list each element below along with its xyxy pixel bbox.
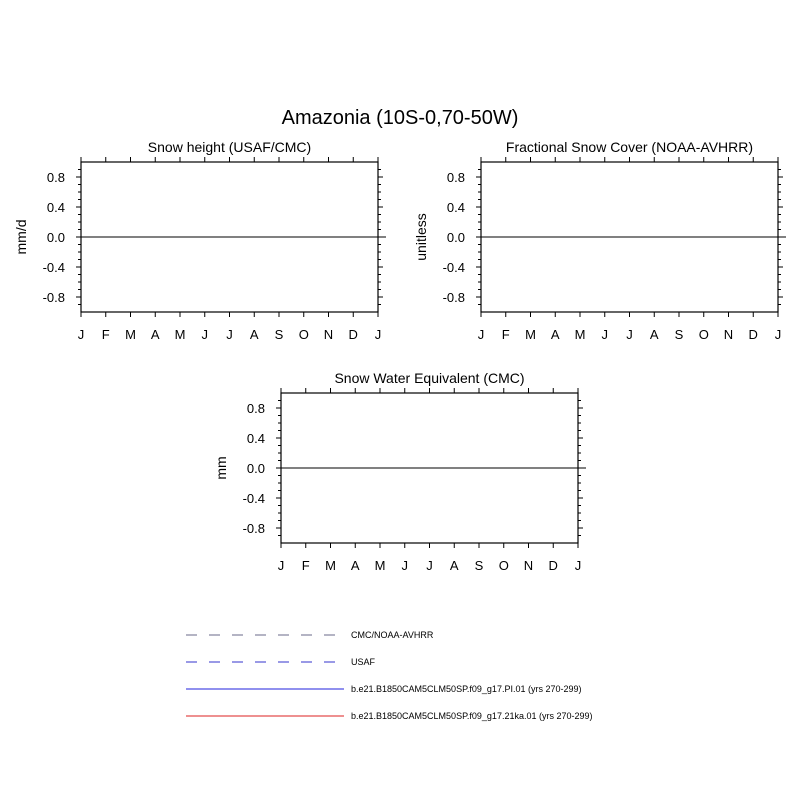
- y-tick-label: 0.4: [46, 200, 65, 215]
- y-tick-label: 0.8: [446, 170, 465, 185]
- legend-entry-2: [186, 657, 376, 667]
- x-tick-label: J: [426, 558, 433, 573]
- panels: [13, 139, 786, 573]
- y-tick-label: -0.4: [242, 491, 265, 506]
- x-tick-label: N: [723, 327, 734, 342]
- x-tick-label: O: [298, 327, 309, 342]
- y-tick-label: -0.8: [442, 290, 465, 305]
- x-tick-label: M: [125, 327, 136, 342]
- y-tick-label: -0.4: [42, 260, 65, 275]
- legend-entry-3: [186, 684, 581, 694]
- chart-panel-1: [13, 139, 386, 342]
- legend-entry-4: [186, 711, 593, 721]
- x-tick-label: M: [374, 558, 386, 573]
- x-tick-label: N: [323, 327, 334, 342]
- x-tick-label: F: [101, 327, 110, 342]
- x-tick-label: N: [523, 558, 534, 573]
- x-tick-label: A: [449, 558, 459, 573]
- x-tick-label: J: [201, 327, 208, 342]
- x-tick-label: S: [274, 327, 284, 342]
- x-tick-label: D: [548, 558, 558, 573]
- x-tick-label: A: [550, 327, 560, 342]
- x-tick-label: M: [174, 327, 186, 342]
- legend-label: USAF: [351, 657, 376, 667]
- x-tick-label: O: [498, 558, 509, 573]
- y-tick-label: 0.4: [246, 431, 265, 446]
- x-tick-label: A: [150, 327, 160, 342]
- legend-entry-1: [186, 630, 434, 640]
- y-axis-label: mm: [213, 456, 229, 480]
- subplot-title: Snow height (USAF/CMC): [147, 139, 312, 155]
- y-tick-label: -0.4: [442, 260, 465, 275]
- x-tick-label: M: [525, 327, 536, 342]
- x-tick-label: J: [401, 558, 408, 573]
- x-tick-label: A: [350, 558, 360, 573]
- legend-label: b.e21.B1850CAM5CLM50SP.f09_g17.PI.01 (yrs 270-299): [351, 684, 582, 694]
- x-tick-label: J: [774, 327, 782, 342]
- x-tick-label: J: [626, 327, 633, 342]
- legend-label: b.e21.B1850CAM5CLM50SP.f09_g17.21ka.01 (yrs 270-299): [351, 711, 593, 721]
- y-tick-label: -0.8: [242, 521, 265, 536]
- x-tick-label: A: [249, 327, 259, 342]
- y-axis-label: mm/d: [13, 219, 29, 255]
- y-tick-label: -0.8: [42, 290, 65, 305]
- figure-title: Amazonia (10S-0,70-50W): [281, 107, 519, 129]
- x-tick-label: J: [77, 327, 85, 342]
- y-tick-label: 0.0: [46, 230, 65, 245]
- y-tick-label: 0.4: [446, 200, 465, 215]
- x-tick-label: S: [474, 558, 484, 573]
- x-tick-label: A: [649, 327, 659, 342]
- chart-panel-2: [413, 139, 786, 342]
- x-tick-label: O: [698, 327, 709, 342]
- x-tick-label: J: [226, 327, 233, 342]
- y-tick-label: 0.8: [246, 401, 265, 416]
- x-tick-label: S: [674, 327, 684, 342]
- x-tick-label: M: [325, 558, 336, 573]
- x-tick-label: D: [748, 327, 758, 342]
- x-tick-label: F: [501, 327, 510, 342]
- x-tick-label: J: [574, 558, 582, 573]
- x-tick-label: M: [574, 327, 586, 342]
- subplot-title: Snow Water Equivalent (CMC): [334, 370, 525, 386]
- chart-panel-3: [213, 370, 586, 573]
- x-tick-label: D: [348, 327, 358, 342]
- y-tick-label: 0.0: [446, 230, 465, 245]
- x-tick-label: J: [601, 327, 608, 342]
- x-tick-label: J: [277, 558, 285, 573]
- y-tick-label: 0.0: [246, 461, 265, 476]
- subplot-title: Fractional Snow Cover (NOAA-AVHRR): [505, 139, 754, 155]
- legend-label: CMC/NOAA-AVHRR: [351, 630, 434, 640]
- x-tick-label: J: [477, 327, 485, 342]
- y-tick-label: 0.8: [46, 170, 65, 185]
- legend: [186, 630, 593, 721]
- y-axis-label: unitless: [413, 213, 429, 261]
- x-tick-label: F: [301, 558, 310, 573]
- x-tick-label: J: [374, 327, 382, 342]
